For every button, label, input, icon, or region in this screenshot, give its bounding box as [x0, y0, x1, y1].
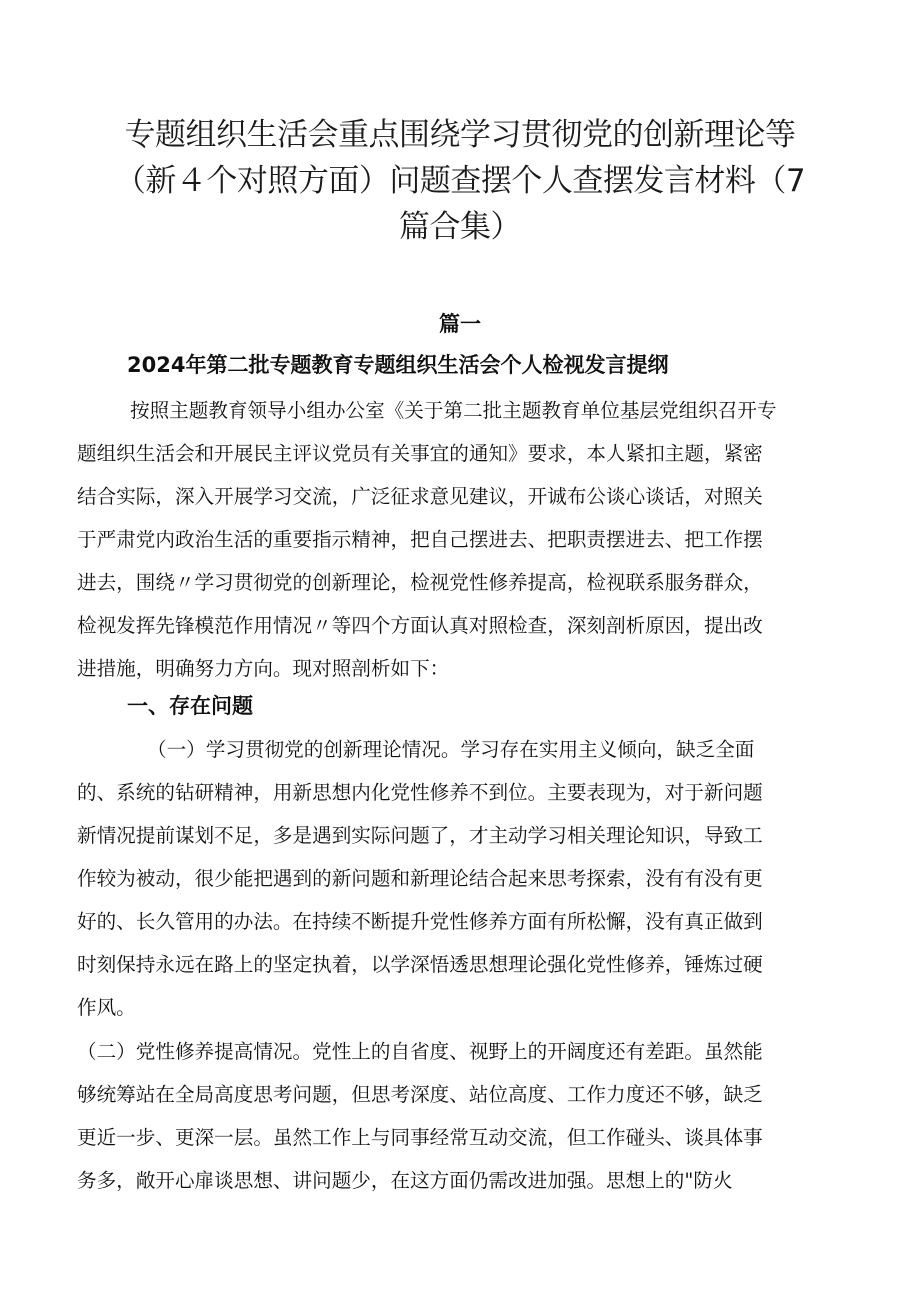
section-subtitle: 2024年第二批专题教育专题组织生活会个人检视发言提纲: [127, 353, 669, 377]
paragraph-line: 时刻保持永远在路上的坚定执着，以学深悟透思想理论强化党性修养，锤炼过硬: [77, 953, 763, 976]
intro-line: 检视发挥先锋模范作用情况〃等四个方面认真对照检查，深刻剖析原因，提出改: [77, 614, 763, 637]
section-label: 篇一: [439, 312, 481, 336]
intro-line: 进去，围绕〃学习贯彻党的创新理论，检视党性修养提高，检视联系服务群众，: [77, 571, 763, 594]
paragraph-line: 够统筹站在全局高度思考问题，但思考深度、站位高度、工作力度还不够，缺乏: [77, 1083, 763, 1106]
title-line-2: （新４个对照方面）问题查摆个人查摆发言材料（7: [114, 163, 806, 199]
document-title: [70, 112, 850, 250]
heading-existing-problems: 一、存在问题: [127, 694, 253, 718]
paragraph-line: 作风。: [77, 996, 136, 1019]
paragraph-line: （二）党性修养提高情况。党性上的自省度、视野上的开阔度还有差距。虽然能: [77, 1040, 763, 1063]
intro-line: 进措施，明确努力方向。现对照剖析如下：: [77, 657, 450, 680]
paragraph-party-spirit: [77, 1030, 847, 1202]
intro-paragraph: [77, 389, 847, 690]
paragraph-line: 新情况提前谋划不足，多是遇到实际问题了，才主动学习相关理论知识，导致工: [77, 824, 763, 847]
paragraph-line: 好的、长久管用的办法。在持续不断提升党性修养方面有所松懈，没有真正做到: [77, 910, 763, 933]
paragraph-line: （一）学习贯彻党的创新理论情况。学习存在实用主义倾向，缺乏全面: [147, 738, 755, 761]
title-line-3: 篇合集）: [399, 209, 521, 245]
title-line-1: 专题组织生活会重点围绕学习贯彻党的创新理论等: [124, 117, 796, 153]
intro-line: 于严肃党内政治生活的重要指示精神，把自己摆进去、把职责摆进去、把工作摆: [77, 528, 763, 551]
paragraph-line: 更近一步、更深一层。虽然工作上与同事经常互动交流，但工作碰头、谈具体事: [77, 1126, 763, 1149]
intro-line: 按照主题教育领导小组办公室《关于第二批主题教育单位基层党组织召开专: [130, 399, 777, 422]
paragraph-line: 作较为被动，很少能把遇到的新问题和新理论结合起来思考探索，没有有没有更: [77, 867, 763, 890]
intro-line: 题组织生活会和开展民主评议党员有关事宜的通知》要求，本人紧扣主题，紧密: [77, 442, 763, 465]
paragraph-theory-study: [77, 728, 847, 1029]
intro-line: 结合实际，深入开展学习交流，广泛征求意见建议，开诚布公谈心谈话，对照关: [77, 485, 763, 508]
paragraph-line: 的、系统的钻研精神，用新思想内化党性修养不到位。主要表现为，对于新问题: [77, 781, 763, 804]
paragraph-line: 务多，敞开心扉谈思想、讲问题少，在这方面仍需改进加强。思想上的"防火: [77, 1169, 733, 1192]
